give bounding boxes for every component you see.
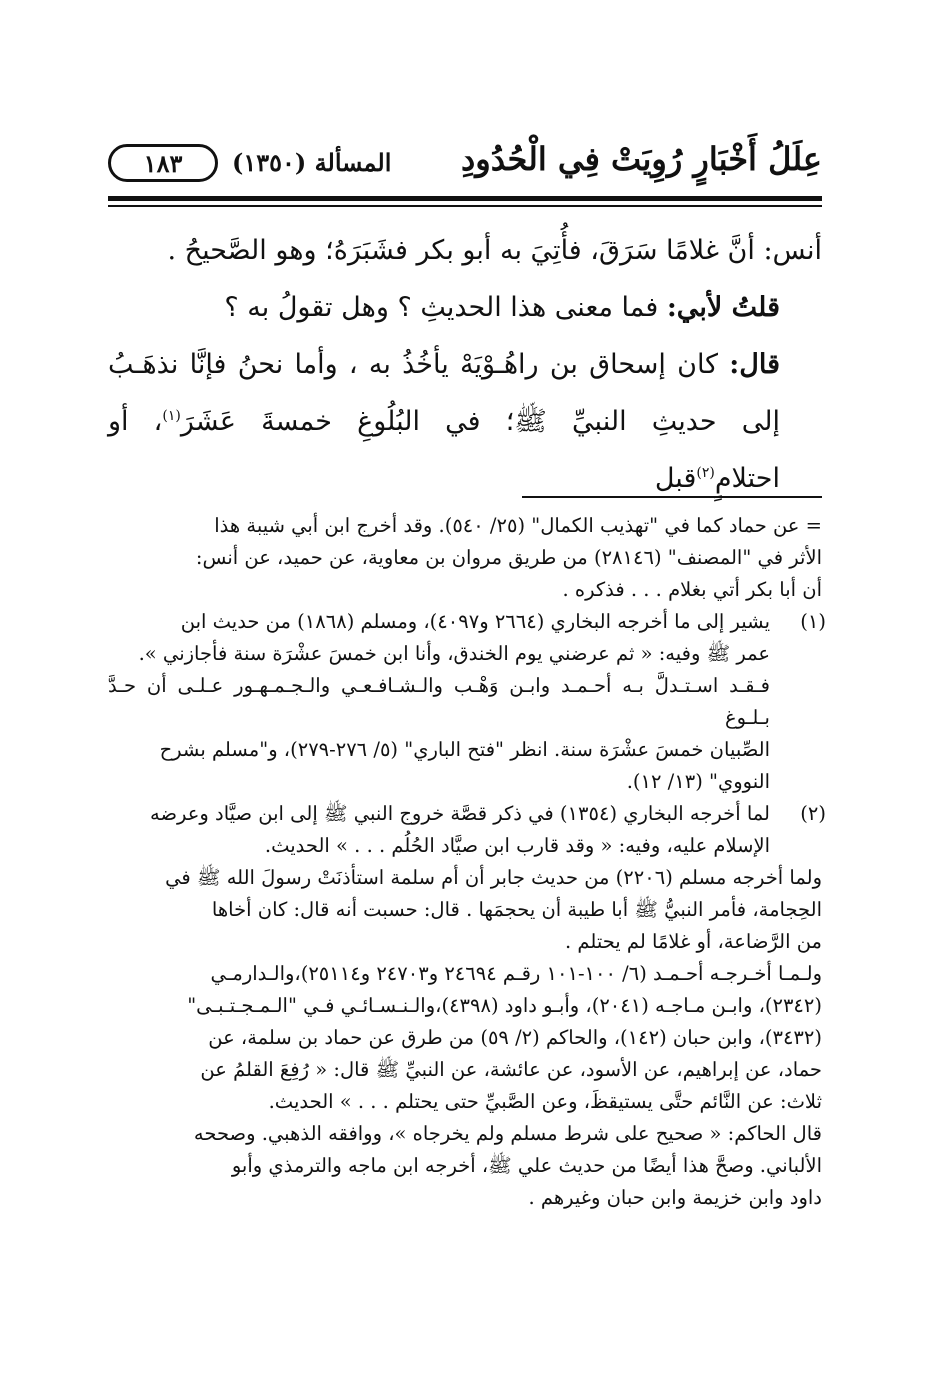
footnote-2-continued [108,862,822,1214]
footnote-2-continued-line: قال الحاكم: « صحيح على شرط مسلم ولم يخرجاه »، ووافقه الذهبي. وصححه [193,1122,822,1145]
issue-label: المسألة (١٣٥٠) [232,148,392,177]
footnote-2-continued-line: ثلاث: عن النَّائم حتَّى يستيقظَ، وعن الصَّبيِّ حتى يحتلم . . . » الحديث. [268,1090,822,1113]
footnote-2 [108,798,826,862]
paragraph-2-lead: قلتُ لأبي: [666,292,780,323]
footnote-continuation-line: الأثر في "المصنف" (٢٨١٤٦) من طريق مروان بن معاوية، عن حميد، عن أنس: [195,546,822,569]
main-text [108,222,822,507]
footnote-2-continued-line: (٢٣٤٢)، وابـن مـاجـه (٢٠٤١)، وأبـو داود (٤٣٩٨)،والـنـسـائـي فـي "الـمـجـتـبـى" [187,994,822,1017]
paragraph-3-text-a: كان إسحاق بن راهُـوْيَهْ يأخُذُ به ، وأما نحنُ فإنَّا نذهَـبُ إلى حديثِ النبيِّ ﷺ؛ في البُلُوغِ خمسةَ عَشَرَ [108,349,780,437]
paragraph-1: أنس: أنَّ غلامًا سَرَقَ، فأُتِيَ به أبو بكر فشَبَرَهُ؛ وهو الصَّحيحُ . [167,235,822,266]
paragraph-3-text-c: قبل [654,463,697,494]
book-title: عِلَلُ أَخْبَارٍ رُوِيَتْ فِي الْحُدُودِ [460,140,822,178]
footnote-continuation-line: أن أبا بكر أتي بغلام . . . فذكره . [562,578,822,601]
footnote-continuation-line: = عن حماد كما في "تهذيب الكمال" (٢٥/ ٥٤٠). وقد أخرج ابن أبي شيبة هذا [214,514,822,537]
footnote-1-line: فـقـد اسـتـدلَّ بـه أحـمـد وابـن وَهْـب والـشـافـعـي والـجـمـهـور عـلـى أن حـدَّ بـلـوغ [108,674,770,729]
footnote-2-line: لما أخرجه البخاري (١٣٥٤) في ذكر قصَّة خروج النبي ﷺ إلى ابن صيَّاد وعرضه [150,802,770,825]
page-header [108,140,822,190]
paragraph-2-text: فما معنى هذا الحديثِ ؟ وهل تقولُ به ؟ [224,292,667,323]
footnote-2-continued-line: ولما أخرجه مسلم (٢٢٠٦) من حديث جابر أن أم سلمة استأذنَتْ رسولَ الله ﷺ في [165,866,822,889]
footnote-2-continued-line: حماد، عن إبراهيم، عن الأسود، عن عائشة، عن النبيِّ ﷺ قال: « رُفِعَ القلمُ عن [200,1058,822,1081]
paragraph-2 [108,279,822,336]
footnote-1-line: النووي" (١٣/ ١٢). [626,770,770,793]
paragraph-3-text-b: ، أو احتلامٍ [108,406,780,494]
footnote-2-continued-line: (٣٤٣٢)، وابن حبان (١٤٢)، والحاكم (٢/ ٥٩) من طرق عن حماد بن سلمة، عن [208,1026,822,1049]
footnote-2-continued-line: ولـمـا أخـرجـه أحـمـد (٦/ ١٠٠-١٠١ رقـم ٢٤٦٩٤ و٢٤٧٠٣ و٢٥١١٤)،والـدارمـي [210,962,822,985]
page-number-badge [108,144,218,182]
footnote-1 [108,606,826,798]
footnotes [108,510,826,1214]
footnote-2-continued-line: داود وابن خزيمة وابن حبان وغيرهم . [528,1186,822,1209]
footnote-ref-1[interactable]: (١) [162,408,181,424]
paragraph-3 [108,336,822,507]
footnote-1-line: عمر ﷺ وفيه: « ثم عرضني يوم الخندق، وأنا ابن خمسَ عشْرَة سنة فأجازني ». [138,642,770,665]
footnote-2-continued-line: من الرَّضاعة، أو غلامًا لم يحتلم . [565,930,822,953]
footnote-2-line: الإسلام عليه، وفيه: « وقد قارب ابن صيَّاد الحُلُم . . . » الحديث. [264,834,770,857]
paragraph-3-lead: قال: [729,349,780,380]
header-rule-thick [108,196,822,201]
footnote-continuation [108,510,822,606]
footnote-2-continued-line: الحِجامة، فأمر النبيُّ ﷺ أبا طيبة أن يحجمَها . قال: حسبت أنه قال: كان أخاها [211,898,822,921]
footnote-2-number: (٢) [800,802,826,825]
header-rule-thin [108,205,822,207]
footnote-1-line: يشير إلى ما أخرجه البخاري (٢٦٦٤ و٤٠٩٧)، ومسلم (١٨٦٨) من حديث ابن [180,610,770,633]
footnote-1-number: (١) [800,610,826,633]
footnote-2-continued-line: الألباني. وصحَّ هذا أيضًا من حديث علي ﷺ، أخرجه ابن ماجه والترمذي وأبو [231,1154,822,1177]
footnote-1-line: الصِّبيان خمسَ عشْرَة سنة. انظر "فتح الباري" (٥/ ٢٧٦-٢٧٩)، و"مسلم بشرح [159,738,770,761]
footnote-separator [522,496,822,498]
page-number: ١٨٣ [143,148,183,178]
footnote-ref-2[interactable]: (٢) [696,465,715,481]
